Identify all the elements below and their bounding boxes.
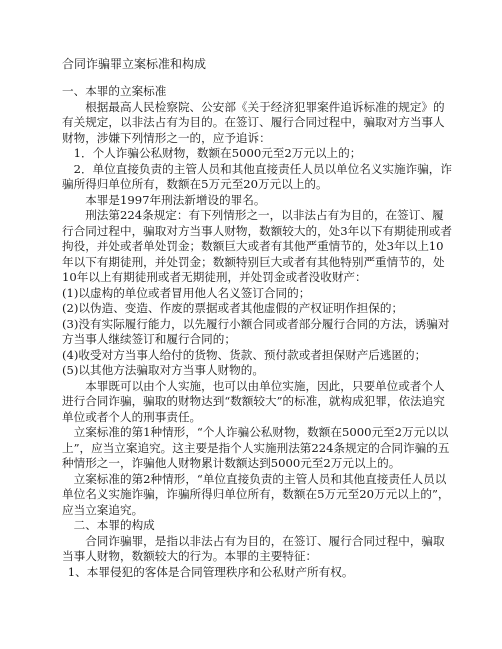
document-body (62, 84, 454, 580)
list-item-article-5: (5)以其他方法骗取对方当事人财物的。 (62, 363, 264, 377)
section-heading-filing-standard: 一、本罪的立案标准 (62, 84, 167, 98)
list-item-article-2: (2)以伪造、变造、作废的票据或者其他虚假的产权证明作担保的； (62, 301, 404, 315)
list-item-object: 1、本罪侵犯的客体是合同管理秩序和公私财产所有权。 (67, 564, 354, 579)
document-title: 合同诈骗罪立案标准和构成 (62, 57, 207, 71)
list-item-article-4: (4)收受对方当事人给付的货物、货款、预付款或者担保财产后逃匿的； (62, 347, 427, 362)
paragraph-standard-2: 立案标准的第2种情形，“单位直接负责的主管人员和其他直接责任人员以单位名义实施诈骗，诈骗所得归单位所有，数额在5万元至20万元以上的”，应当立案追究。 (62, 471, 450, 517)
paragraph-standard-1: 立案标准的第1种情形，“个人诈骗公私财物，数额在5000元至2万元以以上”，应当立案追究。这主要是指个人实施刑法第224条规定的合同诈骗的五种情形之一，诈骗他人财物累计数额达到5000元至2万元以上的。 (62, 425, 450, 470)
paragraph-regulation-basis: 根据最高人民检察院、公安部《关于经济犯罪案件追诉标准的规定》的有关规定，以非法占有为目的。在签订、履行合同过程中，骗取对方当事人财物，涉嫌下列情形之一的，应予追诉： (62, 99, 445, 145)
section-heading-constitution: 二、本罪的构成 (73, 518, 155, 532)
paragraph-definition: 合同诈骗罪，是指以非法占有为目的，在签订、履行合同过程中，骗取当事人财物，数额较大的行为。本罪的主要特征： (62, 533, 445, 563)
list-item-individual-fraud: 1．个人诈骗公私财物，数额在5000元至2万元以上的； (73, 146, 362, 160)
list-item-article-1: (1)以虚构的单位或者冒用他人名义签订合同的； (62, 285, 311, 300)
paragraph-subject: 本罪既可以由个人实施，也可以由单位实施，因此，只要单位或者个人进行合同诈骗，骗取的财物达到“数额较大”的标准，就构成犯罪，依法追究单位或者个人的刑事责任。 (62, 378, 445, 424)
list-item-article-3: (3)没有实际履行能力，以先履行小额合同或者部分履行合同的方法，诱骗对方当事人继续签订和履行合同的； (62, 316, 450, 346)
paragraph-new-crime: 本罪是1997年刑法新增设的罪名。 (85, 192, 266, 207)
list-item-unit-fraud: 2．单位直接负责的主管人员和其他直接责任人员以单位名义实施诈骗，诈骗所得归单位所有，数额在5万元至20万元以上的。 (62, 161, 452, 191)
paragraph-article-224: 刑法第224条规定：有下列情形之一，以非法占有为目的，在签订、履行合同过程中，骗取对方当事人财物，数额较大的，处3年以下有期徒刑或者拘役，并处或者单处罚金；数额巨大或者有其他严重情节的，处3年以上10年以下有期徒刑，并处罚金；数额特别巨大或者有其他特别严重情节的，处10年以上有期徒刑或者无期徒刑，并处罚金或者没收财产： (62, 208, 452, 284)
